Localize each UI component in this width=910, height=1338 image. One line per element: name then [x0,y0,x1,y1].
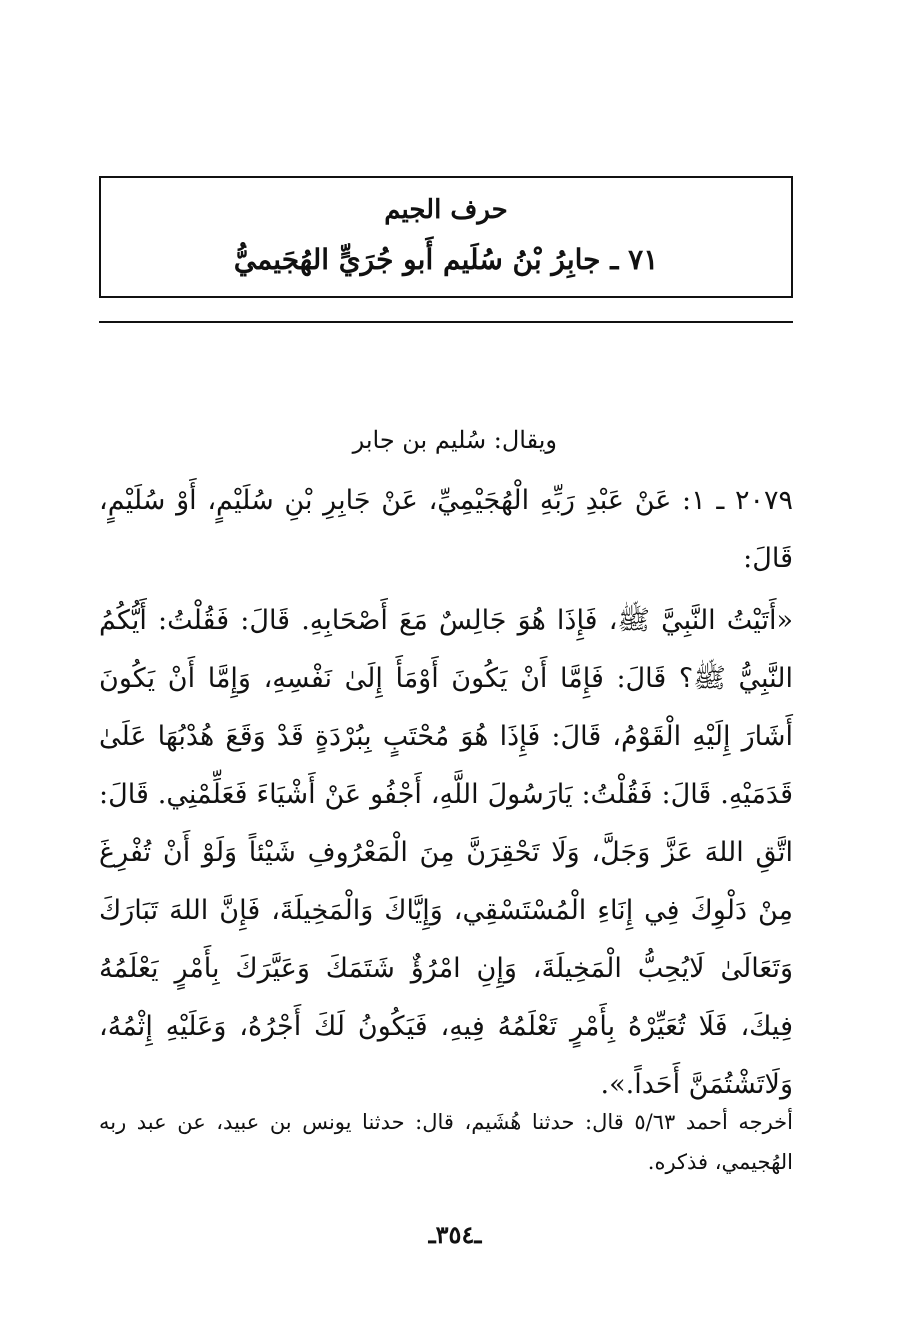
header-divider [99,321,793,323]
entry-title: ٧١ ـ جابِرُ بْنُ سُلَيم أَبو جُرَيٍّ الهُجَيميُّ [233,243,659,276]
page-number: ـ٣٥٤ـ [428,1220,482,1249]
footnote: أخرجه أحمد ٥/٦٣ قال: حدثنا هُشَيم، قال: حدثنا يونس بن عبيد، عن عبد ربه الهُجيمي، فذكره. [99,1110,793,1174]
chapter-title: حرف الجيم [384,195,508,225]
hadith-isnad: ٢٠٧٩ ـ ١: عَنْ عَبْدِ رَبِّهِ الْهُجَيْمِيِّ، عَنْ جَابِرِ بْنِ سُلَيْمٍ، أَوْ سُلَيْمٍ، قَالَ: [99,485,793,574]
hadith-text: «أَتَيْتُ النَّبِيَّ ﷺ، فَإِذَا هُوَ جَالِسٌ مَعَ أَصْحَابِهِ. قَالَ: فَقُلْتُ: أَيُّكُمُ النَّبِيُّ ﷺ؟ قَالَ: فَإِمَّا أَنْ يَكُونَ أَوْمَأَ إِلَىٰ نَفْسِهِ، وَإِمَّا أَنْ يَكُونَ أَشَارَ إِلَيْهِ الْقَوْمُ، قَالَ: فَإِذَا هُوَ مُحْتَبٍ بِبُرْدَةٍ قَدْ وَقَعَ هُدْبُهَا عَلَىٰ قَدَمَيْهِ. قَالَ: فَقُلْتُ: يَارَسُولَ اللَّهِ، أَجْفُو عَنْ أَشْيَاءَ فَعَلِّمْنِي. قَالَ: اتَّقِ اللهَ عَزَّ وَجَلَّ، وَلَا تَحْقِرَنَّ مِنَ الْمَعْرُوفِ شَيْئاً وَلَوْ أَنْ تُفْرِغَ مِنْ دَلْوِكَ فِي إِنَاءِ الْمُسْتَسْقِي، وَإِيَّاكَ وَالْمَخِيلَةَ، فَإِنَّ اللهَ تَبَارَكَ وَتَعَالَىٰ لَايُحِبُّ الْمَخِيلَةَ، وَإِنِ امْرُؤٌ شَتَمَكَ وَعَيَّرَكَ بِأَمْرٍ يَعْلَمُهُ فِيكَ، فَلَا تُعَيِّرْهُ بِأَمْرٍ تَعْلَمُهُ فِيهِ، فَيَكُونُ لَكَ أَجْرُهُ، وَعَلَيْهِ إِثْمُهُ، وَلَاتَشْتُمَنَّ أَحَداً.». [99,605,793,1100]
entry-header-box [99,176,793,298]
alternate-name: ويقال: سُليم بن جابر [352,426,557,454]
